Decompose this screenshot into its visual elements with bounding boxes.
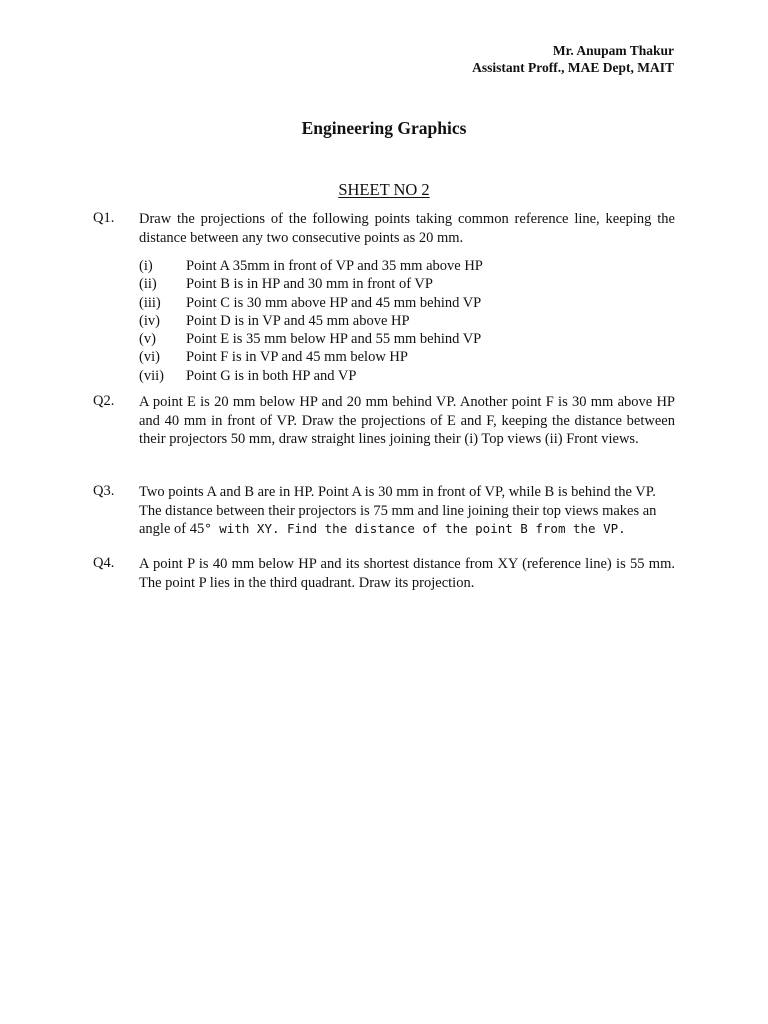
document-title: Engineering Graphics xyxy=(301,118,467,138)
question-text: A point P is 40 mm below HP and its shortest distance from XY (reference line) is 55 mm. The point P lies in the third quadrant. Draw its projection. xyxy=(139,556,675,591)
list-item-text: Point B is in HP and 30 mm in front of VP xyxy=(186,276,433,293)
list-item-text: Point G is in both HP and VP xyxy=(186,367,357,384)
list-item xyxy=(139,348,675,366)
list-item-text: Point E is 35 mm below HP and 55 mm behind VP xyxy=(186,331,482,348)
sheet-title: SHEET NO 2 xyxy=(338,180,430,199)
list-item-label: (ii) xyxy=(139,276,157,293)
list-item-text: Point F is in VP and 45 mm below HP xyxy=(186,349,408,366)
list-item xyxy=(139,275,675,293)
list-item-text: Point D is in VP and 45 mm above HP xyxy=(186,312,410,329)
point-list xyxy=(139,257,675,385)
question-text: A point E is 20 mm below HP and 20 mm behind VP. Another point F is 30 mm above HP and 40 mm in front of VP. Draw the projections of E and F, keeping the distance between their projectors 50 mm, draw straight lines joining their (i) Top views (ii) Front views. xyxy=(139,394,675,447)
question-text-main: Two points A and B are in HP. Point A is 30 mm in front of VP, while B is behind the VP. The distance between their projectors is 75 mm and line joining their top views makes an angle of 45 xyxy=(139,484,657,537)
list-item xyxy=(139,294,675,312)
question-text: Draw the projections of the following points taking common reference line, keeping the distance between any two consecutive points as 20 mm. xyxy=(139,211,675,246)
question-number: Q3. xyxy=(93,483,115,499)
author-block xyxy=(472,42,674,76)
list-item-label: (iii) xyxy=(139,294,161,311)
list-item-label: (iv) xyxy=(139,312,160,329)
list-item xyxy=(139,312,675,330)
question-2 xyxy=(93,393,675,449)
question-text xyxy=(139,483,675,539)
question-3 xyxy=(93,483,675,539)
author-name: Mr. Anupam Thakur xyxy=(552,43,674,58)
list-item-text: Point C is 30 mm above HP and 45 mm behind VP xyxy=(186,294,482,311)
question-text-tail: ° with XY. Find the distance of the point B from the VP. xyxy=(204,521,626,536)
list-item xyxy=(139,330,675,348)
list-item-label: (vii) xyxy=(139,367,164,384)
question-number: Q4. xyxy=(93,555,115,571)
question-number: Q1. xyxy=(93,210,115,226)
list-item xyxy=(139,367,675,385)
question-4 xyxy=(93,555,675,592)
author-role: Assistant Proff., MAE Dept, MAIT xyxy=(472,60,674,75)
list-item-label: (vi) xyxy=(139,349,160,366)
list-item xyxy=(139,257,675,275)
list-item-text: Point A 35mm in front of VP and 35 mm above HP xyxy=(186,258,483,274)
question-1 xyxy=(93,210,675,385)
question-number: Q2. xyxy=(93,393,115,409)
list-item-label: (v) xyxy=(139,331,156,348)
list-item-label: (i) xyxy=(139,258,153,274)
